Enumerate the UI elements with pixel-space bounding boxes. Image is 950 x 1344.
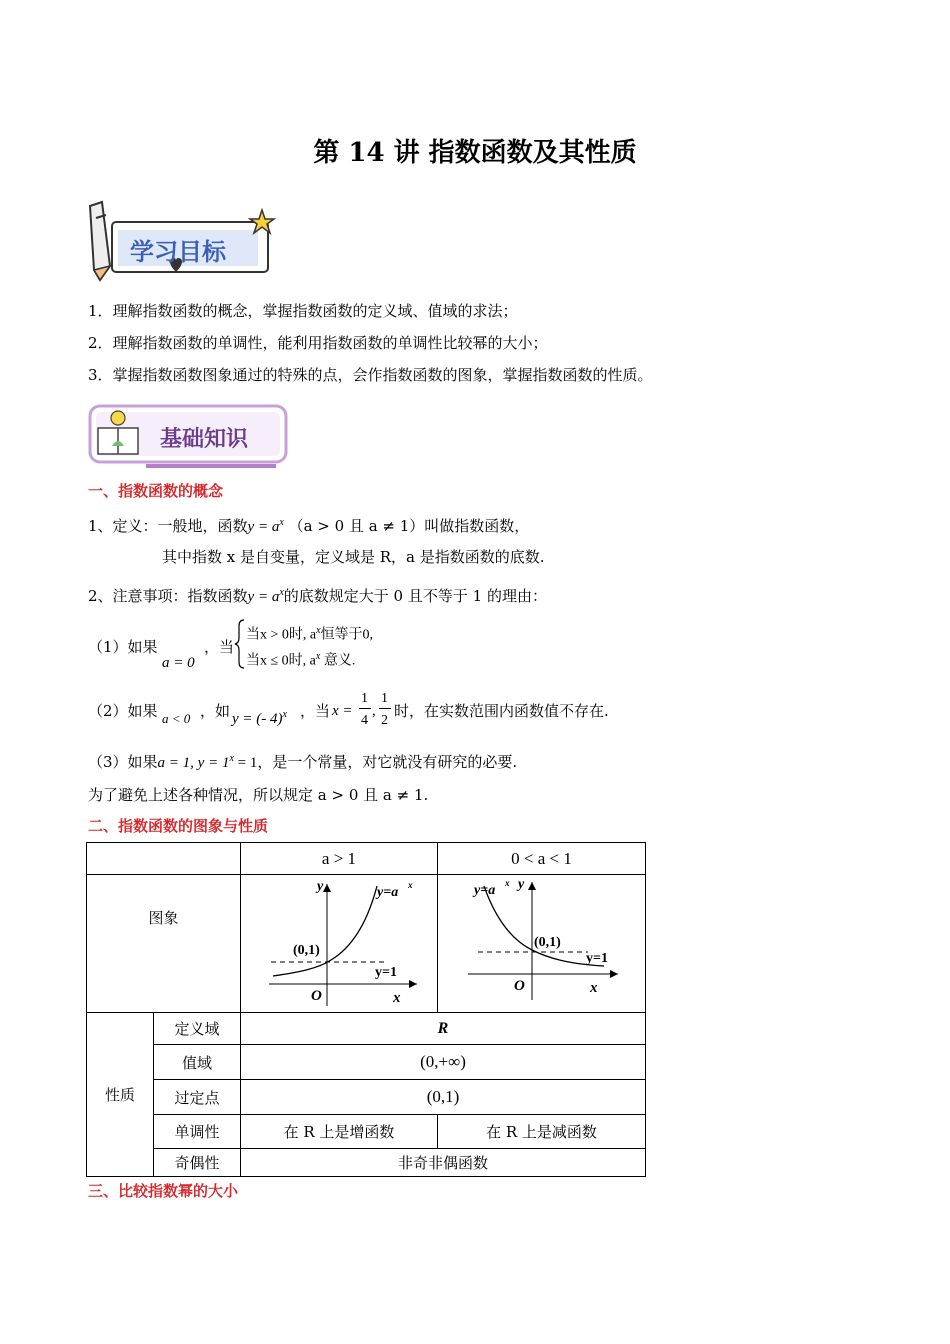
case2-mid: ，如: [200, 702, 231, 720]
brace-icon: [234, 618, 246, 670]
case1-when: ，当: [204, 638, 235, 656]
graph-increasing-cell: [241, 875, 438, 1013]
case1-prefix: （1）如果: [88, 638, 158, 656]
case2-x: x =: [332, 703, 353, 719]
svg-text:y: y: [518, 876, 525, 892]
case1-line2: 当x ≤ 0时, $a^x$ 意义.: [246, 651, 356, 669]
increasing-exponential-graph: [241, 876, 437, 1012]
value-fixed-point: (0,1): [241, 1080, 646, 1115]
decreasing-exponential-graph: [438, 876, 645, 1012]
case3-line: （3）如果a = 1, $y = 1^x = 1$，是一个常量，对它就没有研究的必要.: [88, 753, 518, 771]
svg-text:y=a: y=a: [474, 882, 496, 898]
svg-text:x: x: [590, 979, 598, 996]
svg-text:y=1: y=1: [586, 950, 608, 966]
basic-knowledge-label: 基础知识: [160, 427, 249, 452]
table-corner-cell: [87, 843, 241, 875]
case2-prefix: （2）如果: [88, 702, 158, 720]
header-a-lt-1: 0 < a < 1: [438, 843, 646, 875]
case2-suffix: 时，在实数范围内函数值不存在.: [394, 702, 609, 720]
frac2-bar: [379, 708, 391, 709]
row-label-parity: 奇偶性: [154, 1149, 241, 1177]
row-label-domain: 定义域: [154, 1013, 241, 1045]
case2-cond: a < 0: [162, 711, 191, 726]
frac1-num: 1: [361, 691, 368, 706]
value-parity: 非奇非偶函数: [241, 1149, 646, 1177]
row-label-monotonicity: 单调性: [154, 1115, 241, 1149]
note-line: 2、注意事项：指数函数$y = a^x$的底数规定大于 0 且不等于 1 的理由：: [88, 587, 547, 605]
value-monotonic-increasing: 在 R 上是增函数: [241, 1115, 438, 1149]
svg-text:y=a: y=a: [377, 884, 399, 900]
goal-1: 1．理解指数函数的概念，掌握指数函数的定义域、值域的求法；: [88, 302, 518, 320]
graph-decreasing-cell: [438, 875, 646, 1013]
definition-line-2: 其中指数 x 是自变量，定义域是 R，a 是指数函数的底数.: [162, 548, 545, 566]
case2-formula: y = (- 4)$^x$: [232, 709, 287, 727]
case1-line1: 当x > 0时, $a^x$恒等于0,: [246, 625, 374, 643]
frac-comma: ,: [372, 703, 376, 719]
learning-goals-label: 学习目标: [130, 238, 226, 266]
row-group-properties: 性质: [87, 1013, 154, 1177]
conclusion-line: 为了避免上述各种情况，所以规定 a > 0 且 a ≠ 1.: [88, 786, 429, 804]
row-label-fixed-point: 过定点: [154, 1080, 241, 1115]
row-label-range: 值域: [154, 1045, 241, 1080]
properties-table: [86, 842, 646, 1177]
svg-text:(0,1): (0,1): [293, 942, 320, 958]
value-monotonic-decreasing: 在 R 上是减函数: [438, 1115, 646, 1149]
svg-text:x: x: [505, 877, 510, 888]
section2-heading: 二、指数函数的图象与性质: [88, 817, 269, 835]
goal-2: 2．理解指数函数的单调性，能利用指数函数的单调性比较幂的大小；: [88, 334, 548, 352]
case1-cond: a = 0: [162, 655, 195, 671]
svg-text:O: O: [311, 987, 322, 1004]
frac1-den: 4: [361, 713, 368, 728]
svg-text:y=1: y=1: [375, 964, 397, 980]
row-label-graph: 图象: [87, 875, 241, 1013]
svg-text:(0,1): (0,1): [534, 934, 561, 950]
definition-line: 1、定义：一般地，函数$y = a^x$ （a > 0 且 a ≠ 1）叫做指数函数，: [88, 517, 530, 535]
svg-text:x: x: [393, 989, 401, 1006]
section1-heading: 一、指数函数的概念: [88, 482, 224, 500]
value-domain: R: [241, 1013, 646, 1045]
svg-text:O: O: [514, 977, 525, 994]
section3-heading: 三、比较指数幂的大小: [88, 1182, 239, 1200]
svg-text:y: y: [317, 878, 324, 894]
case2-when: ，当: [300, 702, 331, 720]
pencil-icon: [90, 202, 110, 280]
value-range: (0,+∞): [241, 1045, 646, 1080]
goal-3: 3．掌握指数函数图象通过的特殊的点，会作指数函数的图象，掌握指数函数的性质。: [88, 366, 653, 384]
frac2-num: 1: [381, 691, 388, 706]
page-title: 第 14 讲 指数函数及其性质: [313, 138, 637, 168]
svg-text:x: x: [408, 879, 413, 890]
frac1-bar: [359, 708, 371, 709]
frac2-den: 2: [381, 713, 388, 728]
header-a-gt-1: a > 1: [241, 843, 438, 875]
